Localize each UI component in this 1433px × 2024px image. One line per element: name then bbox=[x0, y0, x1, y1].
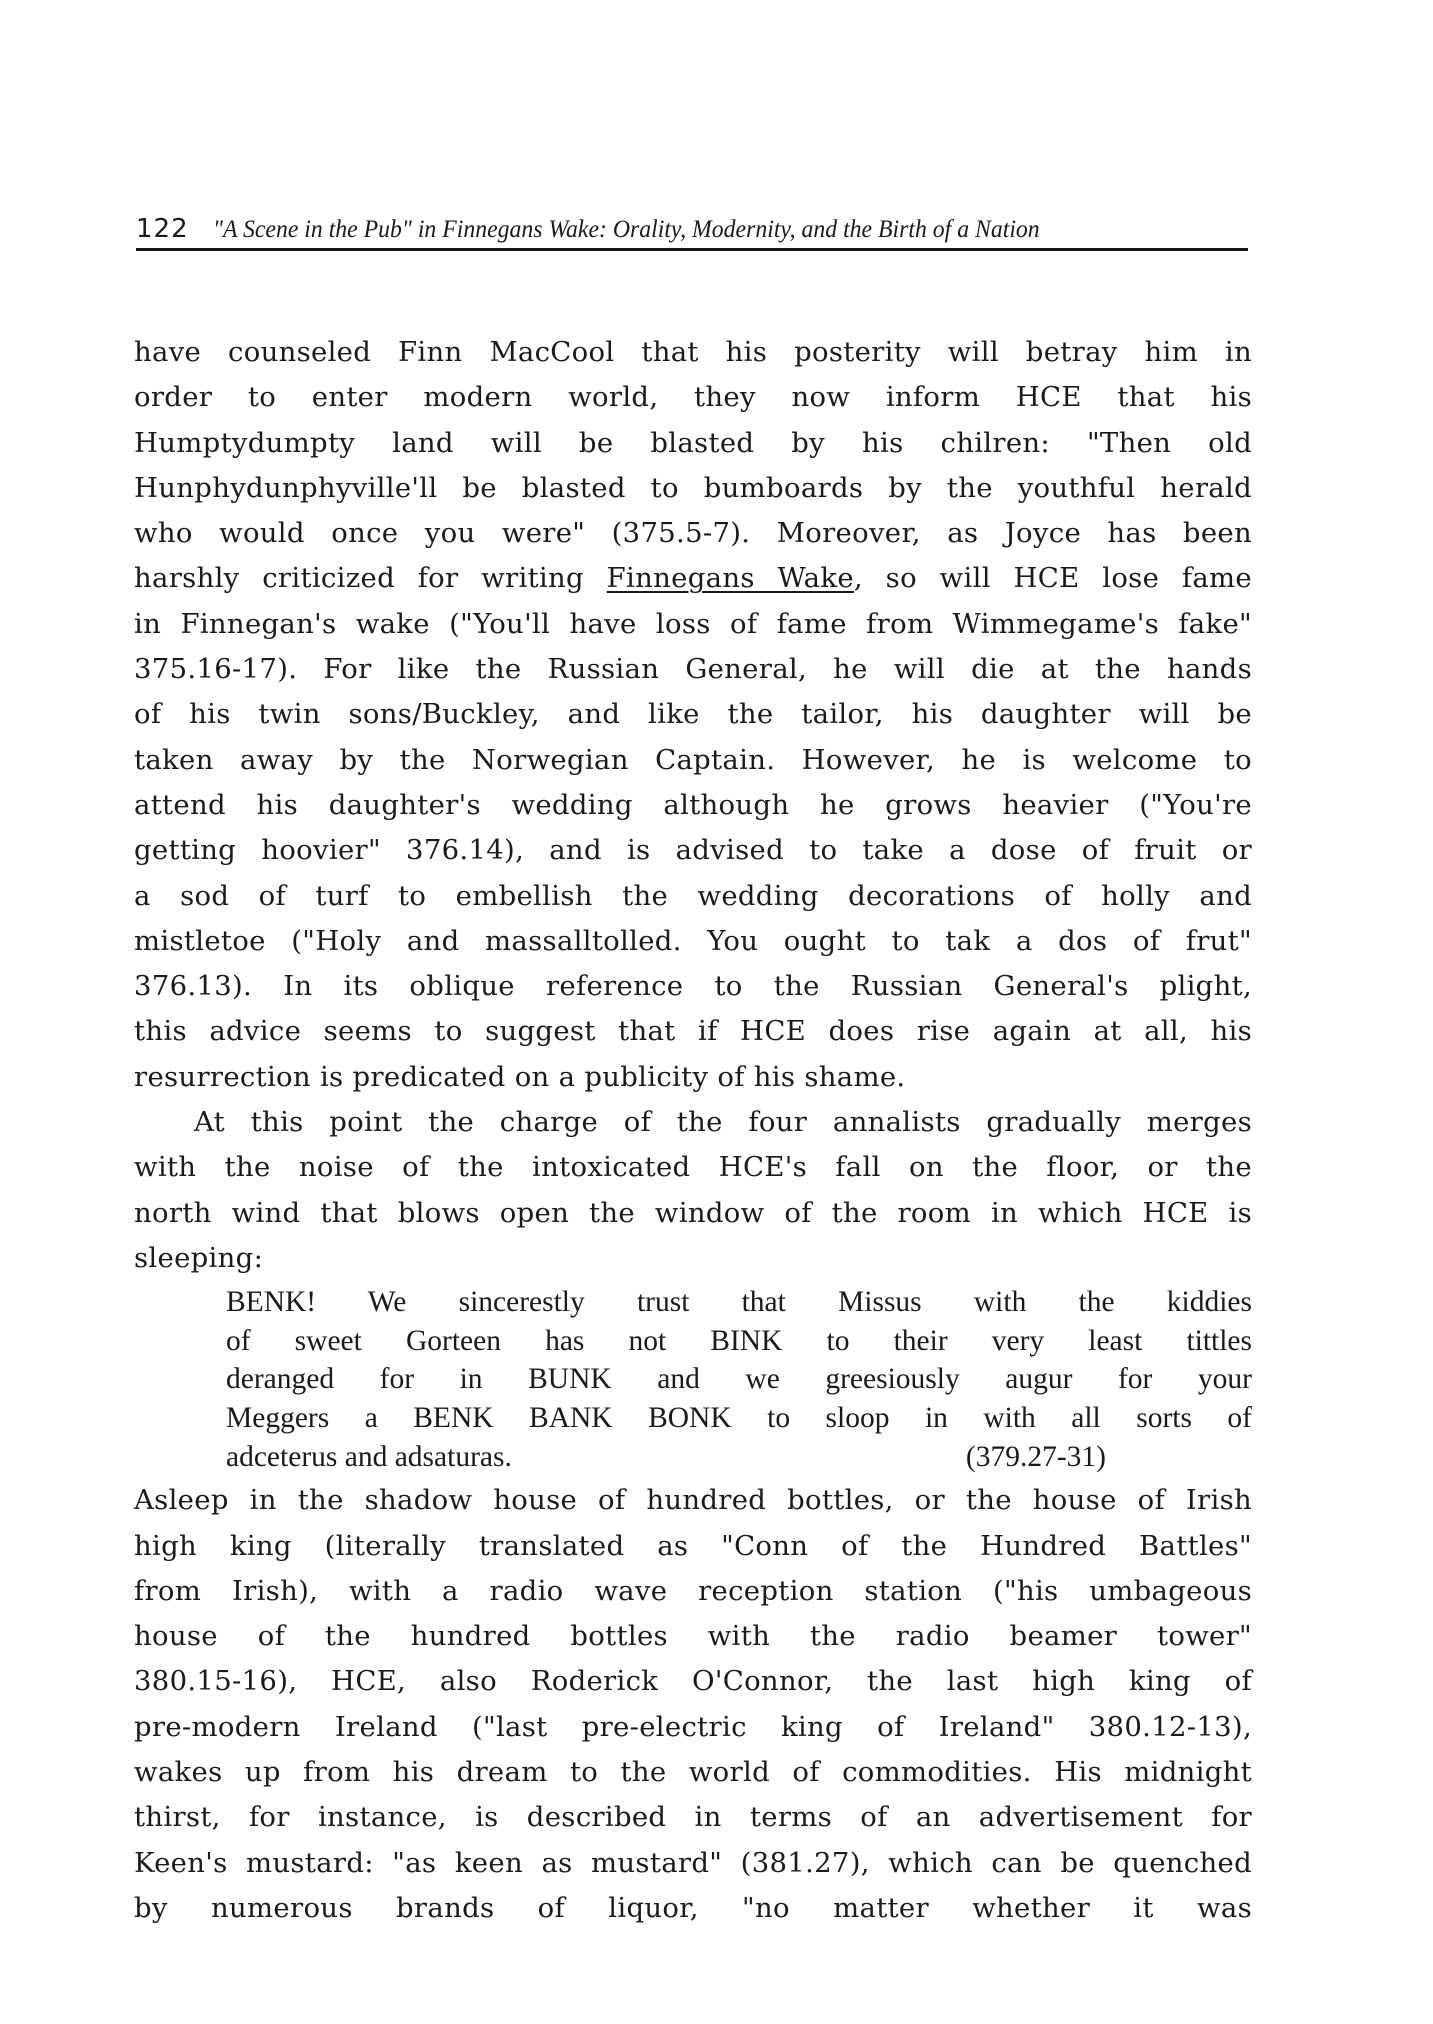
text-segment: harshly criticized for writing bbox=[134, 562, 607, 595]
quote-citation: (379.27-31) bbox=[965, 1440, 1106, 1473]
text-line: by numerous brands of liquor, "no matter whether it was bbox=[134, 1891, 1252, 1924]
text-line: order to enter modern world, they now inform HCE that his bbox=[134, 381, 1252, 414]
text-line-with-title bbox=[134, 556, 1252, 601]
quote-last-line bbox=[226, 1438, 1106, 1477]
book-title: Finnegans Wake bbox=[606, 562, 854, 595]
paragraph-1 bbox=[134, 330, 1252, 1100]
block-quote bbox=[134, 1283, 1252, 1476]
text-line: 375.16-17). For like the Russian General, he will die at the hands bbox=[134, 653, 1252, 686]
text-line: Asleep in the shadow house of hundred bottles, or the house of Irish bbox=[134, 1484, 1252, 1517]
running-title: "A Scene in the Pub" in Finnegans Wake: Orality, Modernity, and the Birth of a Nation bbox=[212, 216, 1040, 243]
quote-line: Meggers a BENK BANK BONK to sloop in with all sorts of bbox=[226, 1402, 1252, 1435]
text-line: taken away by the Norwegian Captain. However, he is welcome to bbox=[134, 743, 1252, 776]
body-text bbox=[134, 330, 1252, 1931]
text-line: At this point the charge of the four annalists gradually merges bbox=[194, 1106, 1252, 1139]
text-line: wakes up from his dream to the world of commodities. His midnight bbox=[134, 1755, 1252, 1788]
text-line: Keen's mustard: "as keen as mustard" (381.27), which can be quenched bbox=[134, 1846, 1252, 1879]
text-line: house of the hundred bottles with the radio beamer tower" bbox=[134, 1620, 1252, 1653]
text-line: Humptydumpty land will be blasted by his chilren: "Then old bbox=[134, 426, 1252, 459]
text-line: mistletoe ("Holy and massalltolled. You ought to tak a dos of frut" bbox=[134, 924, 1252, 957]
text-line: in Finnegan's wake ("You'll have loss of fame from Wimmegame's fake" bbox=[134, 607, 1252, 640]
text-line: thirst, for instance, is described in terms of an advertisement for bbox=[134, 1801, 1252, 1834]
text-line: who would once you were" (375.5-7). Moreover, as Joyce has been bbox=[134, 517, 1252, 550]
page-number: 122 bbox=[136, 214, 189, 244]
paragraph-3 bbox=[134, 1478, 1252, 1931]
quote-line: deranged for in BUNK and we greesiously augur for your bbox=[226, 1363, 1252, 1396]
text-line: getting hoovier" 376.14), and is advised to take a dose of fruit or bbox=[134, 834, 1252, 867]
quote-line: adceterus and adsaturas. bbox=[226, 1440, 512, 1473]
quote-line: BENK! We sincerestly trust that Missus with the kiddies bbox=[226, 1286, 1252, 1319]
text-line: 376.13). In its oblique reference to the Russian General's plight, bbox=[134, 970, 1252, 1003]
text-line: with the noise of the intoxicated HCE's fall on the floor, or the bbox=[134, 1151, 1252, 1184]
quote-line: of sweet Gorteen has not BINK to their very least tittles bbox=[226, 1324, 1252, 1357]
text-line: this advice seems to suggest that if HCE does rise again at all, his bbox=[134, 1015, 1252, 1048]
text-line: high king (literally translated as "Conn of the Hundred Battles" bbox=[134, 1529, 1252, 1562]
text-line: pre-modern Ireland ("last pre-electric king of Ireland" 380.12-13), bbox=[134, 1710, 1252, 1743]
text-line: have counseled Finn MacCool that his posterity will betray him in bbox=[134, 336, 1252, 368]
text-line: of his twin sons/Buckley, and like the tailor, his daughter will be bbox=[134, 698, 1252, 731]
text-line: resurrection is predicated on a publicity of his shame. bbox=[134, 1060, 906, 1093]
text-line: a sod of turf to embellish the wedding decorations of holly and bbox=[134, 879, 1252, 912]
text-line: 380.15-16), HCE, also Roderick O'Connor, the last high king of bbox=[134, 1665, 1252, 1698]
text-segment: , so will HCE lose fame bbox=[853, 562, 1253, 595]
running-header bbox=[136, 204, 1248, 251]
text-line: north wind that blows open the window of the room in which HCE is bbox=[134, 1196, 1252, 1229]
text-line: sleeping: bbox=[134, 1241, 264, 1274]
text-line: from Irish), with a radio wave reception station ("his umbageous bbox=[134, 1574, 1252, 1607]
text-line: Hunphydunphyville'll be blasted to bumboards by the youthful herald bbox=[134, 471, 1252, 504]
paragraph-2 bbox=[134, 1100, 1252, 1281]
text-line: attend his daughter's wedding although he grows heavier ("You're bbox=[134, 788, 1252, 821]
